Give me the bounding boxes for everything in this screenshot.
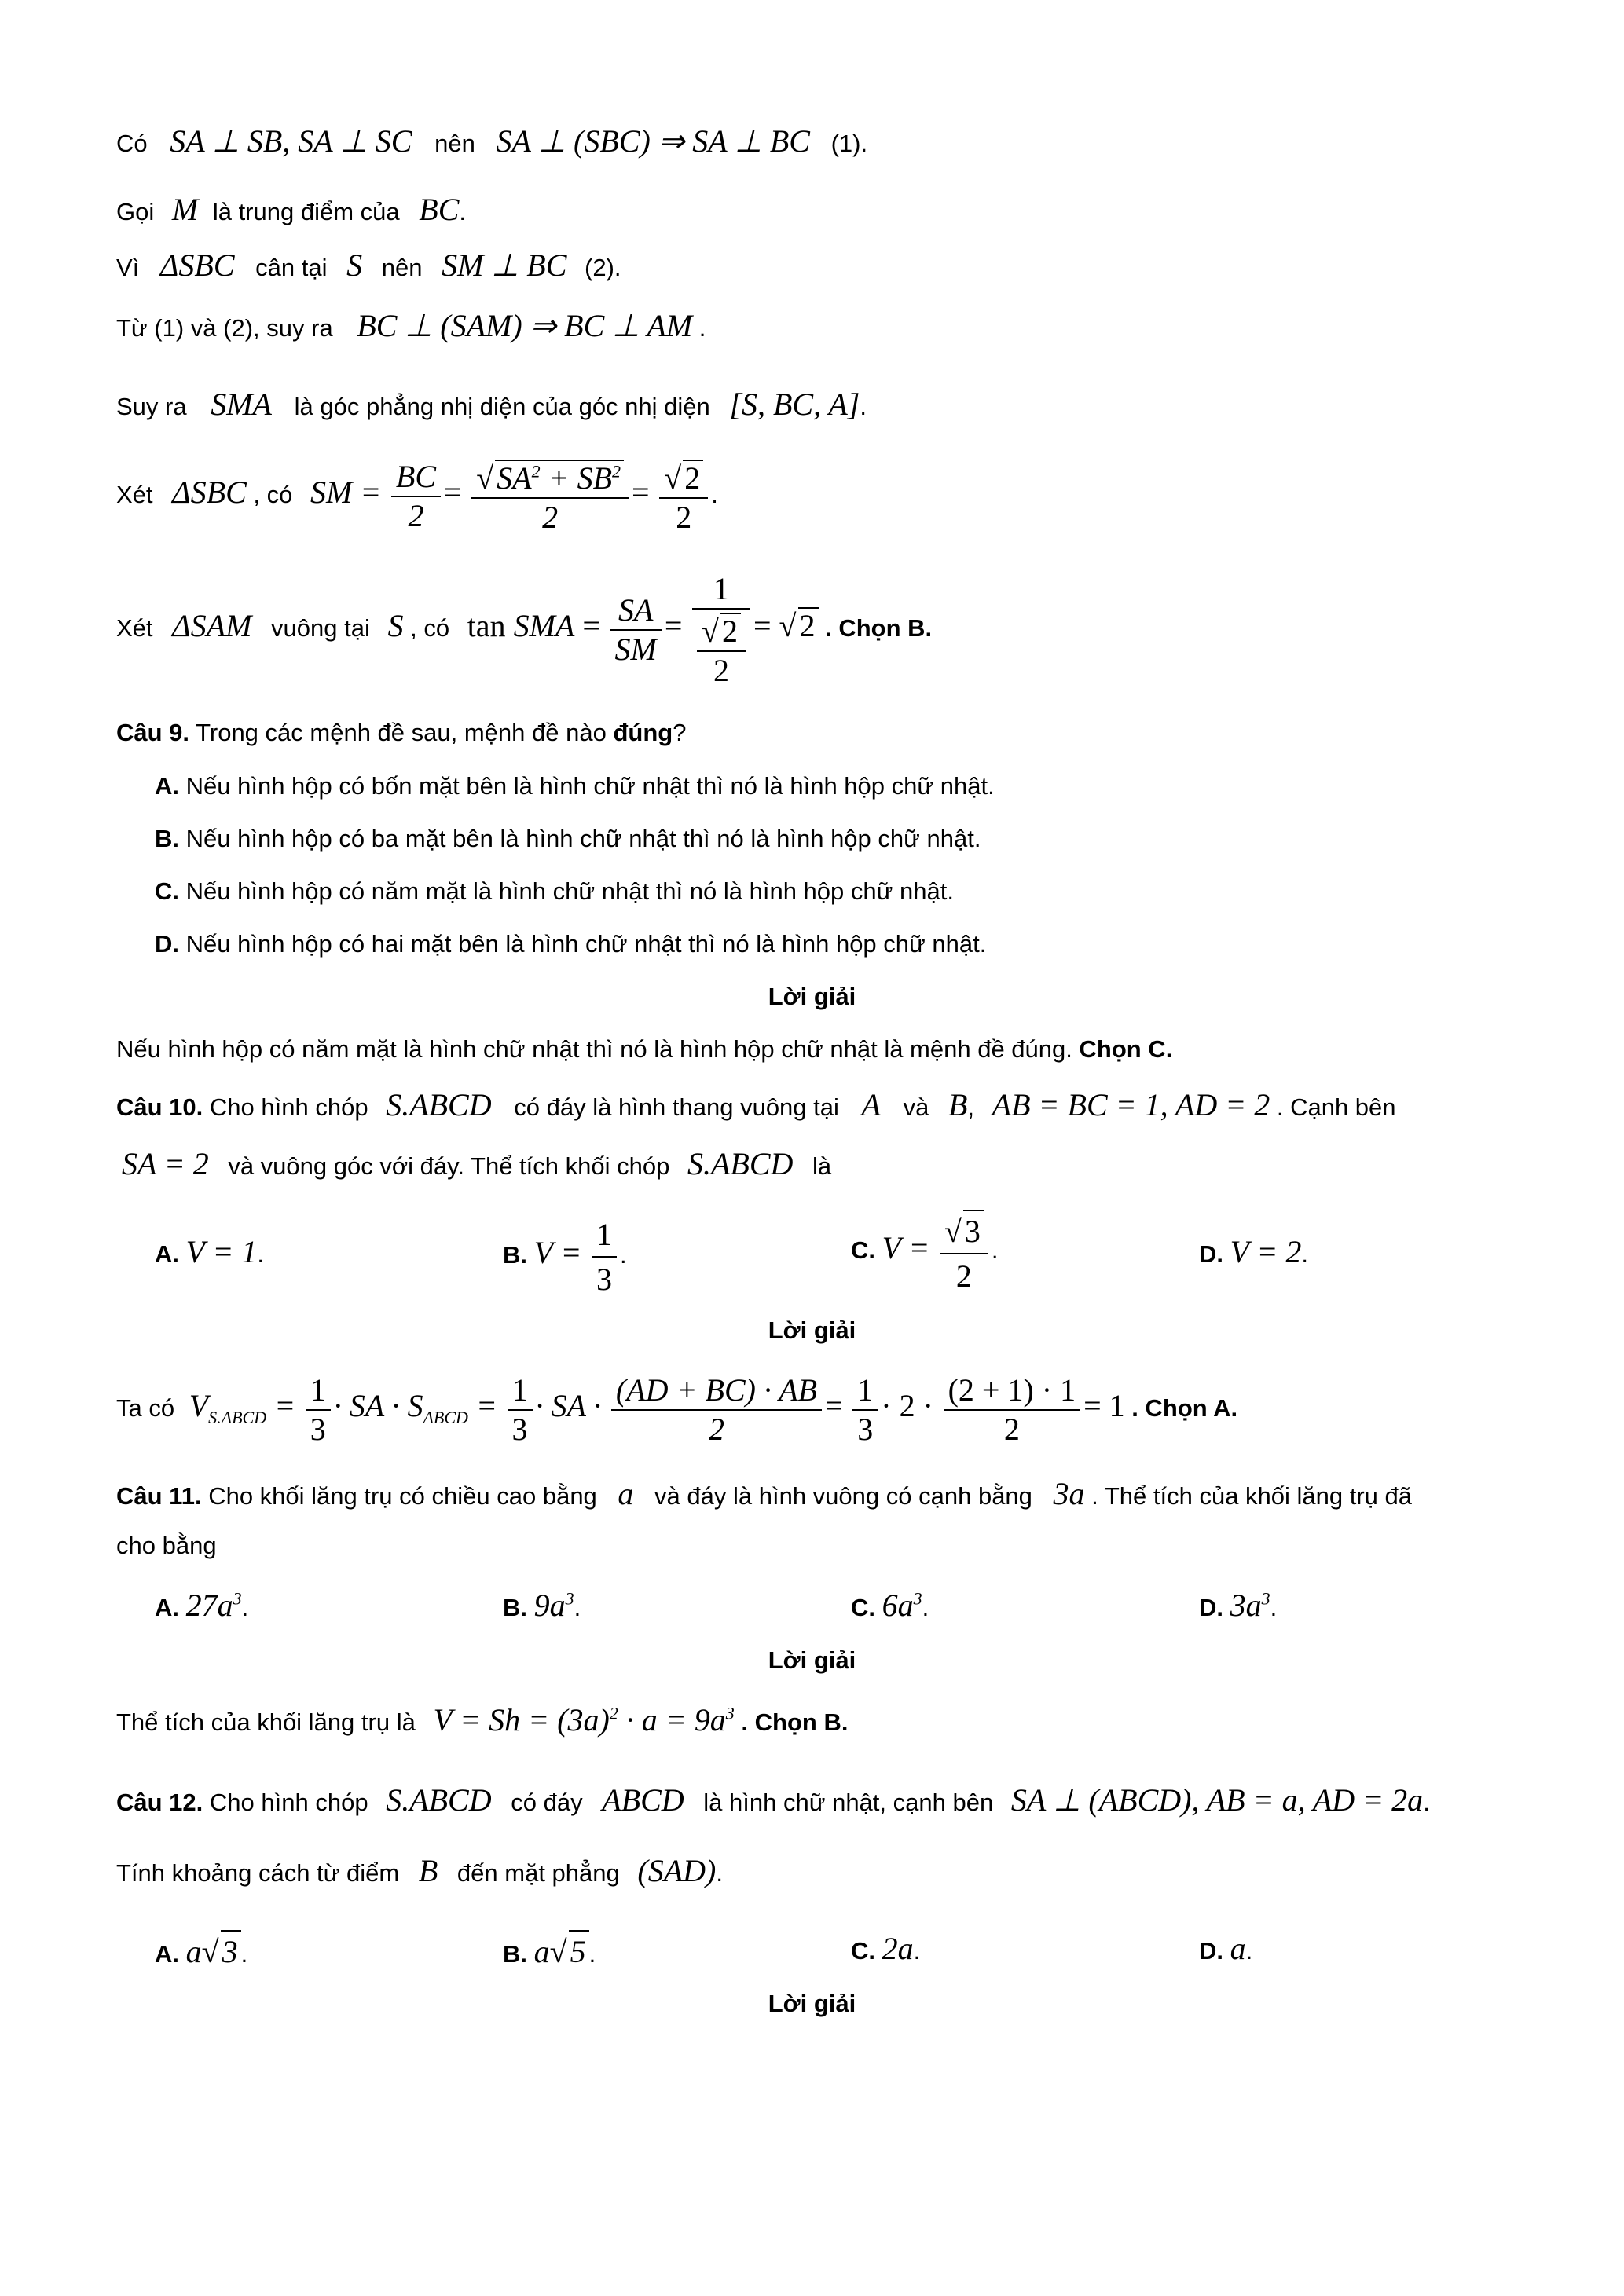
formula: B	[948, 1087, 968, 1122]
question-12: Câu 12. Cho hình chóp S.ABCD có đáy ABCD là hình chữ nhật, cạnh bên SA ⊥ (ABCD), AB = a, AD = 2a.	[116, 1782, 1430, 1818]
formula: a	[1230, 1931, 1246, 1966]
fraction: $\frac{1}{3}$	[306, 1375, 331, 1445]
formula: ΔSBC	[172, 474, 247, 511]
solution-line-2: Gọi M là trung điểm của BC.	[116, 192, 467, 227]
formula: $3a^3$	[1230, 1587, 1270, 1623]
q9-option-b: B. Nếu hình hộp có ba mặt bên là hình chữ nhật thì nó là hình hộp chữ nhật.	[155, 825, 981, 852]
fraction: $\frac{1}{3}$	[508, 1375, 533, 1445]
fraction: $\frac{SA}{SM}$	[610, 595, 662, 665]
formula: ΔSBC	[159, 247, 235, 283]
question-9: Câu 9. Trong các mệnh đề sau, mệnh đề nào đúng?	[116, 719, 687, 746]
fraction: $\frac{√ 3}{2}$	[940, 1210, 988, 1294]
question-11: Câu 11. Cho khối lăng trụ có chiều cao bằng a và đáy là hình vuông có cạnh bằng 3a . Thể tích của khối lăng trụ đã	[116, 1476, 1413, 1511]
formula: a	[618, 1476, 634, 1511]
formula: S	[346, 247, 363, 283]
formula: $9a^3$	[533, 1587, 574, 1623]
q12-option-d: D. a.	[1199, 1931, 1253, 1966]
fraction: $\frac{(AD + BC) \cdot AB}{2}$	[611, 1375, 822, 1445]
solution-line-3: Vì ΔSBC cân tại S nên SM ⊥ BC (2).	[116, 247, 621, 283]
formula: SA = 2	[122, 1146, 209, 1181]
q9-solution-heading: Lời giải	[768, 983, 856, 1010]
formula: AB = BC = 1, AD = 2	[992, 1087, 1270, 1122]
formula: SM =	[310, 474, 382, 511]
formula: ABCD	[602, 1782, 684, 1818]
fraction: $\frac{(2 + 1) \cdot 1}{2}$	[944, 1375, 1081, 1445]
q12-option-c: C. 2a.	[851, 1931, 921, 1966]
q11-option-b: B. $9a^3$.	[503, 1587, 581, 1623]
formula: A	[861, 1087, 881, 1122]
solution-line-5: Suy ra SMA là góc phẳng nhị diện của góc nhị diện [S, BC, A].	[116, 386, 867, 422]
formula: S.ABCD	[386, 1782, 492, 1818]
formula: SMA	[211, 386, 272, 422]
solution-line-1: Có SA ⊥ SB, SA ⊥ SC nên SA ⊥ (SBC) ⇒ SA ⊥ BC (1).	[116, 123, 868, 159]
formula: a√ 5	[534, 1934, 589, 1969]
formula: BC	[419, 192, 460, 227]
formula: $27a^3$	[185, 1587, 242, 1623]
formula: 3a	[1053, 1476, 1085, 1511]
fraction: $\frac{BC}{2}$	[391, 461, 441, 532]
q9-option-d: D. Nếu hình hộp có hai mặt bên là hình chữ nhật thì nó là hình hộp chữ nhật.	[155, 930, 987, 958]
q11-option-d: D. $3a^3$.	[1199, 1587, 1278, 1623]
q10-solution-heading: Lời giải	[768, 1316, 856, 1344]
solution-line-7: Xét ΔSAM vuông tại S , có tan SMA = $\frac{SA}{SM}$ = $\frac{1}{\frac{√ 2}{2}}$ = √ 2 . Chọn B.	[116, 571, 933, 688]
formula: B	[418, 1853, 438, 1888]
q12-option-a: A. a√ 3 .	[155, 1930, 247, 1970]
formula: S	[387, 608, 404, 644]
formula: V = 1	[185, 1234, 258, 1269]
q12-solution-heading: Lời giải	[768, 1990, 856, 2017]
q10-option-b: B. V = $\frac{1}{3}$ .	[503, 1217, 627, 1297]
formula: [S, BC, A]	[729, 386, 860, 422]
formula: S.ABCD	[386, 1087, 492, 1122]
q10-solution: Ta có $V_{S.ABCD}$ = $\frac{1}{3}$ · SA · $S_{ABCD}$ = $\frac{1}{3}$ · SA · $\frac{(AD + BC) \cdot AB}{2}$ = $\frac{1}{3}$ · 2 · $\frac{(2 + 1) \cdot 1}{2}$ = 1 . Chọn A.	[116, 1372, 1238, 1447]
formula: (SAD)	[637, 1853, 717, 1888]
solution-line-6: Xét ΔSBC , có SM = $\frac{BC}{2}$ = $\frac{√ SA^2 + SB^2}{2}$ = $\frac{√ 2}{2}$ .	[116, 459, 718, 535]
formula: SA ⊥ (SBC) ⇒ SA ⊥ BC	[496, 123, 810, 159]
fraction: $\frac{1}{3}$	[852, 1375, 878, 1445]
formula: V = 2	[1230, 1234, 1302, 1269]
solution-line-4: Từ (1) và (2), suy ra BC ⊥ (SAM) ⇒ BC ⊥ AM .	[116, 308, 706, 343]
q11-option-c: C. $6a^3$.	[851, 1587, 929, 1623]
formula: SA ⊥ SB, SA ⊥ SC	[170, 123, 412, 159]
formula: SM ⊥ BC	[442, 247, 567, 283]
q10-option-d: D. V = 2.	[1199, 1234, 1308, 1269]
formula: S.ABCD	[687, 1146, 794, 1181]
formula: SA ⊥ (ABCD), AB = a, AD = 2a	[1010, 1782, 1424, 1818]
q12-option-b: B. a√ 5 .	[503, 1930, 596, 1970]
q9-option-a: A. Nếu hình hộp có bốn mặt bên là hình chữ nhật thì nó là hình hộp chữ nhật.	[155, 772, 995, 800]
formula: ΔSAM	[172, 608, 252, 644]
formula: M	[171, 192, 199, 227]
q10-option-c: C. V = $\frac{√ 3}{2}$ .	[851, 1210, 999, 1294]
formula: $6a^3$	[882, 1587, 922, 1623]
formula: V =	[533, 1235, 582, 1271]
q9-option-c: C. Nếu hình hộp có năm mặt là hình chữ nhật thì nó là hình hộp chữ nhật.	[155, 877, 954, 905]
formula: 2a	[882, 1931, 914, 1966]
q11-solution: Thể tích của khối lăng trụ là $V = Sh = (3a)^2 \cdot a = 9a^3$ . Chọn B.	[116, 1702, 849, 1738]
q11-option-a: A. $27a^3$.	[155, 1587, 249, 1623]
q10-option-a: A. V = 1.	[155, 1234, 264, 1269]
question-10-line-2: SA = 2 và vuông góc với đáy. Thể tích khối chóp S.ABCD là	[122, 1146, 832, 1181]
q9-solution: Nếu hình hộp có năm mặt là hình chữ nhật thì nó là hình hộp chữ nhật là mệnh đề đúng. Chọn C.	[116, 1035, 1173, 1063]
fraction: $\frac{1}{3}$	[592, 1216, 617, 1298]
formula: tan SMA =	[467, 608, 600, 644]
fraction: $\frac{1}{\frac{√ 2}{2}}$	[692, 573, 750, 687]
question-10: Câu 10. Cho hình chóp S.ABCD có đáy là hình thang vuông tại A và B, AB = BC = 1, AD = 2 . Cạnh bên	[116, 1087, 1396, 1122]
question-11-line-2: cho bằng	[116, 1532, 217, 1559]
fraction: $\frac{√ SA^2 + SB^2}{2}$	[471, 460, 629, 533]
formula: V =	[882, 1230, 930, 1266]
formula: $V_{S.ABCD}$ =	[189, 1388, 296, 1428]
question-12-line-2: Tính khoảng cách từ điểm B đến mặt phẳng (SAD).	[116, 1853, 723, 1888]
formula: BC ⊥ (SAM) ⇒ BC ⊥ AM	[357, 308, 693, 343]
fraction: $\frac{√ 2}{2}$	[659, 460, 708, 533]
q11-solution-heading: Lời giải	[768, 1646, 856, 1674]
formula: $V = Sh = (3a)^2 \cdot a = 9a^3$	[433, 1702, 735, 1738]
formula: a√ 3	[186, 1934, 241, 1969]
